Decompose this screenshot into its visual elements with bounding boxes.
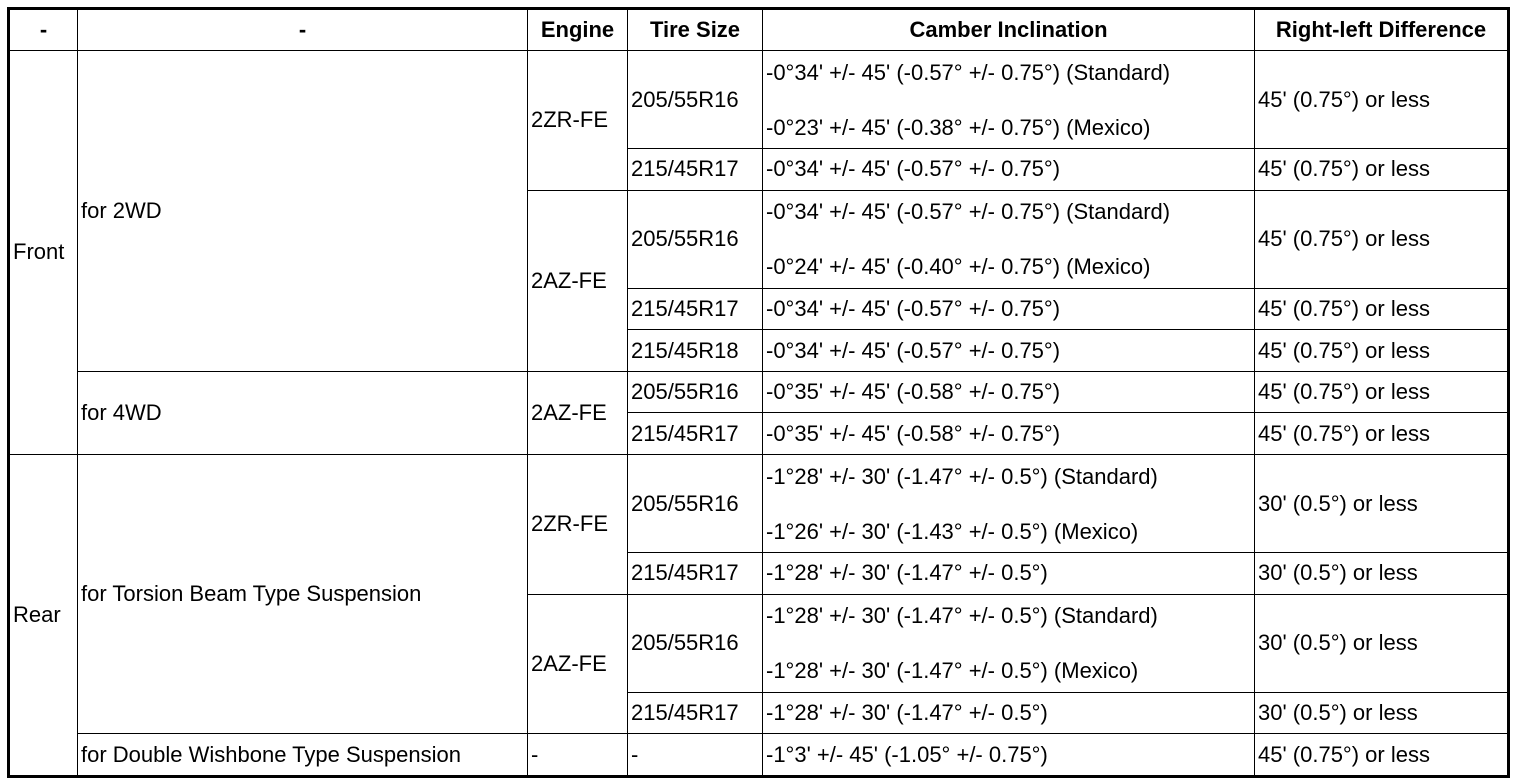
engine-cell: 2AZ-FE — [528, 371, 628, 454]
camber-cell — [763, 190, 1255, 288]
header-camber-inclination: Camber Inclination — [763, 9, 1255, 51]
camber-cell — [763, 51, 1255, 149]
camber-spacer — [766, 225, 1251, 253]
camber-cell: -0°34' +/- 45' (-0.57° +/- 0.75°) — [763, 330, 1255, 372]
camber-standard: -1°28' +/- 30' (-1.47° +/- 0.5°) (Standard) — [766, 463, 1158, 489]
tire-size-cell: 215/45R18 — [628, 330, 763, 372]
camber-spec-table — [7, 7, 1510, 778]
camber-standard: -0°34' +/- 45' (-0.57° +/- 0.75°) (Standard) — [766, 199, 1171, 225]
table-row — [9, 734, 1509, 777]
difference-cell: 30' (0.5°) or less — [1255, 553, 1509, 595]
table-row — [9, 454, 1509, 552]
table-row — [9, 371, 1509, 413]
difference-cell: 30' (0.5°) or less — [1255, 692, 1509, 734]
camber-mexico: -1°28' +/- 30' (-1.47° +/- 0.5°) (Mexico) — [766, 658, 1139, 684]
drive-rear-double-wishbone: for Double Wishbone Type Suspension — [78, 734, 528, 777]
camber-cell: -0°35' +/- 45' (-0.58° +/- 0.75°) — [763, 413, 1255, 455]
camber-mexico: -1°26' +/- 30' (-1.43° +/- 0.5°) (Mexico) — [766, 518, 1139, 544]
camber-spacer — [766, 490, 1251, 518]
engine-cell: 2AZ-FE — [528, 594, 628, 734]
camber-cell: -0°34' +/- 45' (-0.57° +/- 0.75°) — [763, 149, 1255, 191]
camber-mexico: -0°24' +/- 45' (-0.40° +/- 0.75°) (Mexico) — [766, 254, 1151, 280]
difference-cell: 30' (0.5°) or less — [1255, 594, 1509, 692]
difference-cell: 45' (0.75°) or less — [1255, 190, 1509, 288]
camber-cell: -0°35' +/- 45' (-0.58° +/- 0.75°) — [763, 371, 1255, 413]
tire-size-cell: 205/55R16 — [628, 190, 763, 288]
camber-cell: -0°34' +/- 45' (-0.57° +/- 0.75°) — [763, 288, 1255, 330]
difference-cell: 45' (0.75°) or less — [1255, 413, 1509, 455]
drive-front-4wd: for 4WD — [78, 371, 528, 454]
engine-cell: 2ZR-FE — [528, 51, 628, 191]
tire-size-cell: 215/45R17 — [628, 149, 763, 191]
camber-cell: -1°3' +/- 45' (-1.05° +/- 0.75°) — [763, 734, 1255, 777]
camber-cell — [763, 454, 1255, 552]
camber-mexico: -0°23' +/- 45' (-0.38° +/- 0.75°) (Mexico) — [766, 114, 1151, 140]
tire-size-cell: 205/55R16 — [628, 51, 763, 149]
camber-cell: -1°28' +/- 30' (-1.47° +/- 0.5°) — [763, 692, 1255, 734]
difference-cell: 30' (0.5°) or less — [1255, 454, 1509, 552]
tire-size-cell: 215/45R17 — [628, 413, 763, 455]
camber-spacer — [766, 86, 1251, 114]
tire-size-cell: - — [628, 734, 763, 777]
difference-cell: 45' (0.75°) or less — [1255, 371, 1509, 413]
position-rear: Rear — [9, 454, 78, 776]
engine-cell: 2ZR-FE — [528, 454, 628, 594]
engine-cell: 2AZ-FE — [528, 190, 628, 371]
camber-cell: -1°28' +/- 30' (-1.47° +/- 0.5°) — [763, 553, 1255, 595]
difference-cell: 45' (0.75°) or less — [1255, 288, 1509, 330]
header-right-left-difference: Right-left Difference — [1255, 9, 1509, 51]
tire-size-cell: 205/55R16 — [628, 371, 763, 413]
tire-size-cell: 215/45R17 — [628, 692, 763, 734]
camber-spacer — [766, 629, 1251, 657]
camber-standard: -1°28' +/- 30' (-1.47° +/- 0.5°) (Standard) — [766, 603, 1158, 629]
tire-size-cell: 205/55R16 — [628, 594, 763, 692]
header-position: - — [9, 9, 78, 51]
header-engine: Engine — [528, 9, 628, 51]
difference-cell: 45' (0.75°) or less — [1255, 149, 1509, 191]
drive-rear-torsion-beam: for Torsion Beam Type Suspension — [78, 454, 528, 733]
difference-cell: 45' (0.75°) or less — [1255, 51, 1509, 149]
tire-size-cell: 215/45R17 — [628, 553, 763, 595]
difference-cell: 45' (0.75°) or less — [1255, 330, 1509, 372]
tire-size-cell: 205/55R16 — [628, 454, 763, 552]
position-front: Front — [9, 51, 78, 455]
header-tire-size: Tire Size — [628, 9, 763, 51]
tire-size-cell: 215/45R17 — [628, 288, 763, 330]
camber-cell — [763, 594, 1255, 692]
drive-front-2wd: for 2WD — [78, 51, 528, 372]
table-row — [9, 51, 1509, 149]
header-drive: - — [78, 9, 528, 51]
header-row — [9, 9, 1509, 51]
difference-cell: 45' (0.75°) or less — [1255, 734, 1509, 777]
camber-standard: -0°34' +/- 45' (-0.57° +/- 0.75°) (Standard) — [766, 59, 1171, 85]
engine-cell: - — [528, 734, 628, 777]
